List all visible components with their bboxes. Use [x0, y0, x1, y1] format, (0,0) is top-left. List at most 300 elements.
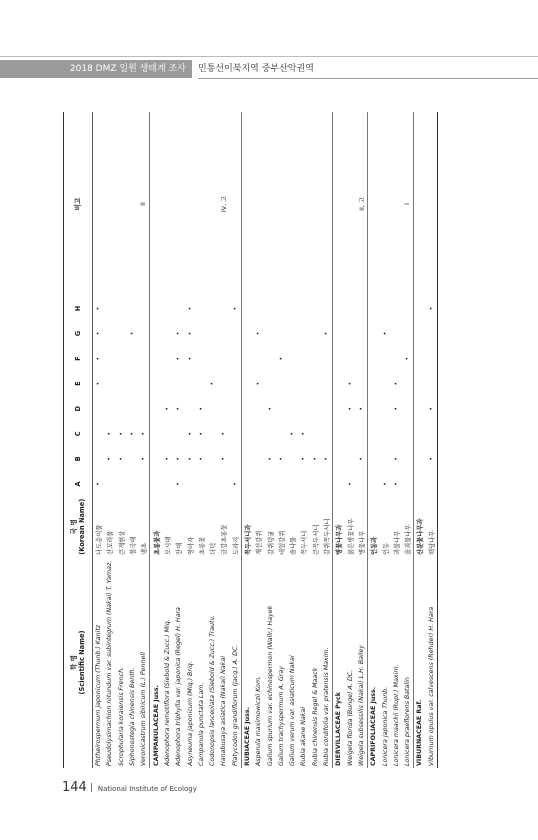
site-mark-d — [230, 396, 242, 421]
site-mark-h — [379, 296, 390, 321]
site-mark-c — [414, 421, 426, 446]
korean-name: 괴불나무 — [393, 530, 401, 555]
site-mark-b — [414, 446, 426, 471]
site-mark-f — [298, 346, 309, 371]
site-mark-h — [116, 296, 127, 321]
site-mark-g — [426, 321, 438, 346]
site-mark-g — [368, 321, 380, 346]
scientific-name: Phtheirospermum japonicum (Thunb.) Kanitz — [95, 624, 103, 766]
korean-name: 인동 — [382, 542, 390, 555]
site-mark-b — [287, 446, 298, 471]
site-mark-a — [368, 471, 380, 496]
page-footer — [62, 780, 197, 795]
site-mark-e — [298, 371, 309, 396]
col-site-e: E — [64, 371, 93, 396]
site-mark-a: • — [175, 482, 183, 486]
site-mark-h — [310, 296, 321, 321]
species-row — [116, 112, 127, 768]
footer-divider — [91, 783, 92, 792]
site-mark-h: • — [186, 306, 194, 311]
family-name: RUBIACEAE Juss. — [241, 557, 253, 768]
site-mark-g — [230, 321, 242, 346]
site-mark-a — [104, 471, 115, 496]
site-mark-f: • — [277, 356, 285, 361]
korean-name: 냉초 — [141, 542, 149, 555]
site-mark-g — [276, 321, 287, 346]
publisher-name: National Institute of Ecology — [97, 785, 197, 793]
korean-name: 병꽃나무과 — [333, 496, 345, 557]
note-cell — [321, 112, 333, 296]
site-mark-f: • — [404, 356, 412, 361]
site-mark-a — [264, 471, 275, 496]
note-cell — [276, 112, 287, 296]
note-cell — [127, 112, 138, 296]
site-mark-b — [150, 446, 162, 471]
site-mark-f: • — [186, 356, 194, 361]
site-mark-c — [264, 421, 275, 446]
col-note: 비고 — [64, 112, 93, 296]
site-mark-h — [104, 296, 115, 321]
family-name: VIBURNACEAE Raf. — [414, 557, 426, 768]
site-mark-b — [241, 446, 253, 471]
site-mark-h: • — [231, 306, 239, 311]
korean-name: 나도송이풀 — [96, 524, 104, 555]
site-mark-a: • — [392, 482, 400, 486]
site-mark-b: • — [163, 456, 171, 461]
korean-name: 백당나무 — [428, 530, 436, 555]
site-mark-h — [368, 296, 380, 321]
site-mark-b: • — [197, 456, 205, 461]
site-mark-e — [184, 371, 195, 396]
scientific-name: Galium verum var. asiaticum Nakai — [289, 655, 297, 766]
site-mark-g — [138, 321, 150, 346]
site-mark-d: • — [357, 406, 365, 411]
species-table — [63, 112, 438, 768]
site-mark-e — [162, 371, 173, 396]
note-cell — [196, 112, 207, 296]
site-mark-c — [345, 421, 356, 446]
site-mark-c: • — [117, 431, 125, 436]
family-name: DIERVILLACEAE Pyck — [333, 557, 345, 768]
note-cell — [414, 112, 426, 296]
site-mark-f — [310, 346, 321, 371]
site-mark-d — [116, 396, 127, 421]
site-mark-g — [391, 321, 402, 346]
site-mark-g — [414, 321, 426, 346]
site-mark-d: • — [427, 406, 435, 411]
header-rule — [198, 78, 538, 79]
col-site-c: C — [64, 421, 93, 446]
site-mark-h — [287, 296, 298, 321]
site-mark-g — [104, 321, 115, 346]
site-mark-c — [402, 421, 414, 446]
korean-name: 개선갈퀴 — [256, 530, 264, 555]
site-mark-h — [356, 296, 368, 321]
note-cell — [345, 112, 356, 296]
site-mark-a — [162, 471, 173, 496]
korean-name: 초롱꽃 — [198, 536, 206, 555]
scientific-name: Hanabusaya asiatica (Nakai) Nakai — [220, 655, 228, 766]
site-mark-f — [321, 346, 333, 371]
site-mark-a — [196, 471, 207, 496]
site-mark-c — [207, 421, 218, 446]
site-mark-a — [426, 471, 438, 496]
site-mark-g: • — [175, 331, 183, 336]
site-mark-f — [379, 346, 390, 371]
site-mark-e — [116, 371, 127, 396]
site-mark-c — [241, 421, 253, 446]
note-cell: I — [404, 203, 412, 205]
site-mark-e — [379, 371, 390, 396]
note-cell — [207, 112, 218, 296]
family-row — [414, 112, 426, 768]
site-mark-b: • — [220, 456, 228, 461]
site-mark-g — [116, 321, 127, 346]
species-row — [93, 112, 105, 768]
site-mark-c: • — [186, 431, 194, 436]
site-mark-d — [218, 396, 229, 421]
site-mark-h — [162, 296, 173, 321]
scientific-name: Asperula maximowiczii Kom. — [255, 675, 263, 766]
scientific-name: Codonopsis lanceolata (Siebold & Zucc.) Trautv. — [209, 615, 217, 766]
site-mark-g — [287, 321, 298, 346]
rotated-species-table — [63, 112, 475, 768]
scientific-name: Weigela florida (Bunge) A. DC. — [346, 669, 354, 766]
family-row — [368, 112, 380, 768]
site-mark-e — [368, 371, 380, 396]
site-mark-h: • — [427, 306, 435, 311]
site-mark-a — [321, 471, 333, 496]
site-mark-b: • — [392, 456, 400, 461]
site-mark-c: • — [289, 431, 297, 436]
scientific-name: Viburnum opulus var. calvescens (Rehder) H. Hara — [427, 606, 435, 766]
site-mark-c: • — [220, 431, 228, 436]
site-mark-d — [276, 396, 287, 421]
site-mark-a: • — [381, 482, 389, 486]
site-mark-g — [310, 321, 321, 346]
site-mark-d — [207, 396, 218, 421]
species-row — [218, 112, 229, 768]
site-mark-f — [287, 346, 298, 371]
family-name: CAPRIFOLIACEAE Juss. — [368, 557, 380, 768]
site-mark-d — [414, 396, 426, 421]
site-mark-e — [104, 371, 115, 396]
site-mark-h — [207, 296, 218, 321]
site-mark-d — [241, 396, 253, 421]
site-mark-a — [218, 471, 229, 496]
site-mark-f — [264, 346, 275, 371]
site-mark-c — [379, 421, 390, 446]
site-mark-c — [426, 421, 438, 446]
site-mark-c: • — [300, 431, 308, 436]
site-mark-d — [402, 396, 414, 421]
site-mark-g — [150, 321, 162, 346]
site-mark-h — [241, 296, 253, 321]
korean-name: 절국대 — [130, 536, 138, 555]
section-title: 민통선이북지역 중부산악권역 — [198, 64, 314, 74]
site-mark-h — [173, 296, 184, 321]
site-mark-e — [426, 371, 438, 396]
note-cell — [184, 112, 195, 296]
korean-name: 더덕 — [210, 542, 218, 555]
species-row — [264, 112, 275, 768]
species-row — [253, 112, 264, 768]
site-mark-h — [345, 296, 356, 321]
site-mark-a — [127, 471, 138, 496]
note-cell — [241, 112, 253, 296]
col-site-a: A — [64, 471, 93, 496]
site-mark-d: • — [163, 406, 171, 411]
site-mark-b: • — [140, 456, 148, 461]
korean-name: 병꽃나무 — [358, 530, 366, 555]
site-mark-h — [276, 296, 287, 321]
site-mark-e — [333, 371, 345, 396]
scientific-name: Scrophularia koraiensis French. — [117, 666, 125, 766]
site-mark-c — [276, 421, 287, 446]
site-mark-h — [218, 296, 229, 321]
site-mark-f — [241, 346, 253, 371]
site-mark-a — [310, 471, 321, 496]
site-mark-c: • — [140, 431, 148, 436]
note-cell — [150, 112, 162, 296]
site-mark-b: • — [427, 456, 435, 461]
site-mark-g — [218, 321, 229, 346]
site-mark-b — [253, 446, 264, 471]
korean-name: 큰꼭두서니 — [312, 524, 320, 555]
note-cell: II — [140, 202, 148, 206]
site-mark-b: • — [323, 456, 331, 461]
site-mark-e: • — [346, 381, 354, 386]
site-mark-b — [207, 446, 218, 471]
site-mark-g — [264, 321, 275, 346]
species-row — [379, 112, 390, 768]
site-mark-h — [333, 296, 345, 321]
col-site-g: G — [64, 321, 93, 346]
site-mark-e — [196, 371, 207, 396]
site-mark-b — [345, 446, 356, 471]
report-title: 2018 DMZ 일원 생태계 조사 — [0, 60, 192, 78]
note-cell — [230, 112, 242, 296]
site-mark-f — [345, 346, 356, 371]
site-mark-a — [276, 471, 287, 496]
site-mark-d: • — [346, 406, 354, 411]
korean-name: 초롱꽃과 — [150, 496, 162, 557]
col-site-f: F — [64, 346, 93, 371]
site-mark-g — [241, 321, 253, 346]
korean-name: 산꼬리풀 — [107, 530, 115, 555]
site-mark-g — [402, 321, 414, 346]
site-mark-a — [241, 471, 253, 496]
site-mark-d — [310, 396, 321, 421]
species-row — [184, 112, 195, 768]
site-mark-h — [402, 296, 414, 321]
note-cell — [116, 112, 127, 296]
korean-name: 붉은병꽃나무 — [347, 518, 355, 555]
scientific-name: Rubia akane Nakai — [300, 706, 308, 766]
site-mark-e — [356, 371, 368, 396]
family-row — [150, 112, 162, 768]
site-mark-b: • — [175, 456, 183, 461]
site-mark-b — [333, 446, 345, 471]
scientific-name: Galium spurium var. echinospermon (Wallr.) Hayek — [266, 605, 274, 766]
site-mark-d — [138, 396, 150, 421]
scientific-name: Veronicastrum sibiricum (L.) Pennell — [140, 652, 148, 766]
site-mark-e — [321, 371, 333, 396]
scientific-name: Lonicera japonica Thunb. — [381, 686, 389, 766]
site-mark-f — [207, 346, 218, 371]
site-mark-b — [230, 446, 242, 471]
species-row — [391, 112, 402, 768]
site-mark-f — [116, 346, 127, 371]
korean-name: 꼭두서니과 — [241, 496, 253, 557]
site-mark-e: • — [255, 381, 263, 386]
note-cell — [104, 112, 115, 296]
site-mark-g: • — [381, 331, 389, 336]
site-mark-a — [150, 471, 162, 496]
note-cell — [391, 112, 402, 296]
site-mark-a — [402, 471, 414, 496]
site-mark-h — [391, 296, 402, 321]
top-rule — [0, 56, 538, 57]
korean-name: 갈퀴꼭두서니 — [324, 518, 332, 555]
species-row — [276, 112, 287, 768]
site-mark-h — [196, 296, 207, 321]
site-mark-a — [287, 471, 298, 496]
site-mark-c — [391, 421, 402, 446]
species-row — [287, 112, 298, 768]
col-site-d: D — [64, 396, 93, 421]
family-row — [333, 112, 345, 768]
scientific-name: Asyneuma japonicum (Miq.) Briq. — [186, 661, 194, 766]
site-mark-d — [333, 396, 345, 421]
site-mark-h — [414, 296, 426, 321]
site-mark-h — [264, 296, 275, 321]
site-mark-g — [162, 321, 173, 346]
site-mark-d: • — [175, 406, 183, 411]
site-mark-a — [207, 471, 218, 496]
korean-name: 솔나물 — [290, 536, 298, 555]
site-mark-c — [162, 421, 173, 446]
species-row — [162, 112, 173, 768]
korean-name: 산분꽃나무과 — [414, 496, 426, 557]
site-mark-c — [356, 421, 368, 446]
scientific-name: Rubia chinensis Regel & Maack — [311, 667, 319, 766]
site-mark-a: • — [95, 482, 103, 486]
site-mark-f — [356, 346, 368, 371]
site-mark-g — [207, 321, 218, 346]
col-scientific-name: 학 명 (Scientific Name) — [64, 557, 93, 768]
site-mark-h — [138, 296, 150, 321]
site-mark-b — [379, 446, 390, 471]
site-mark-c — [230, 421, 242, 446]
site-mark-a — [138, 471, 150, 496]
site-mark-c — [173, 421, 184, 446]
note-cell — [93, 112, 105, 296]
site-mark-e — [414, 371, 426, 396]
site-mark-d — [298, 396, 309, 421]
site-mark-b: • — [266, 456, 274, 461]
korean-name: 네잎갈퀴 — [278, 530, 286, 555]
site-mark-c — [93, 421, 105, 446]
site-mark-f — [218, 346, 229, 371]
korean-name: 갈퀴덩굴 — [267, 530, 275, 555]
scientific-name: Adenophora remotiflora (Siebold & Zucc.) Miq. — [163, 619, 171, 766]
site-mark-d: • — [197, 406, 205, 411]
site-mark-a — [333, 471, 345, 496]
scientific-name: Lonicera praeflorens Batalin — [404, 677, 412, 766]
site-mark-b: • — [300, 456, 308, 461]
site-mark-b: • — [357, 456, 365, 461]
species-row — [196, 112, 207, 768]
site-mark-d — [321, 396, 333, 421]
site-mark-e — [241, 371, 253, 396]
site-mark-h — [150, 296, 162, 321]
korean-name: 금강초롱꽃 — [221, 524, 229, 555]
species-row — [356, 112, 368, 768]
korean-name: 도라지 — [232, 536, 240, 555]
site-mark-h — [253, 296, 264, 321]
note-cell: II, 고 — [358, 197, 366, 211]
korean-name: 잔대 — [176, 542, 184, 555]
family-row — [241, 112, 253, 768]
note-cell — [253, 112, 264, 296]
site-mark-f — [333, 346, 345, 371]
site-mark-f — [414, 346, 426, 371]
site-mark-f — [253, 346, 264, 371]
site-mark-g: • — [255, 331, 263, 336]
species-row — [230, 112, 242, 768]
site-mark-b — [127, 446, 138, 471]
note-cell — [368, 112, 380, 296]
species-row — [310, 112, 321, 768]
korean-name: 올괴불나무 — [405, 524, 413, 555]
site-mark-e — [230, 371, 242, 396]
site-mark-d — [150, 396, 162, 421]
site-mark-f — [391, 346, 402, 371]
site-mark-f: • — [95, 356, 103, 361]
korean-name: 꼭두서니 — [301, 530, 309, 555]
site-mark-e — [276, 371, 287, 396]
site-mark-b — [368, 446, 380, 471]
scientific-name: Rubia cordifolia var. pratensis Maxim. — [323, 647, 331, 766]
site-mark-a — [253, 471, 264, 496]
site-mark-g — [345, 321, 356, 346]
site-mark-c — [310, 421, 321, 446]
site-mark-g: • — [186, 331, 194, 336]
note-cell — [426, 112, 438, 296]
site-mark-a — [184, 471, 195, 496]
scientific-name: Galium trachyspermum A. Gray — [277, 666, 285, 766]
header-row — [64, 112, 93, 768]
species-row — [207, 112, 218, 768]
note-cell — [333, 112, 345, 296]
site-mark-b: • — [311, 456, 319, 461]
site-mark-e — [264, 371, 275, 396]
site-mark-a — [298, 471, 309, 496]
scientific-name: Platycodon grandiflorum (Jacq.) A. DC. — [231, 644, 239, 766]
site-mark-a — [116, 471, 127, 496]
site-mark-f — [138, 346, 150, 371]
col-korean-name: 국 명 (Korean Name) — [64, 496, 93, 557]
site-mark-e: • — [209, 381, 217, 386]
site-mark-h — [127, 296, 138, 321]
site-mark-e: • — [392, 381, 400, 386]
species-row — [298, 112, 309, 768]
note-cell — [264, 112, 275, 296]
species-row — [173, 112, 184, 768]
page-number: 144 — [62, 780, 87, 795]
site-mark-c: • — [129, 431, 137, 436]
